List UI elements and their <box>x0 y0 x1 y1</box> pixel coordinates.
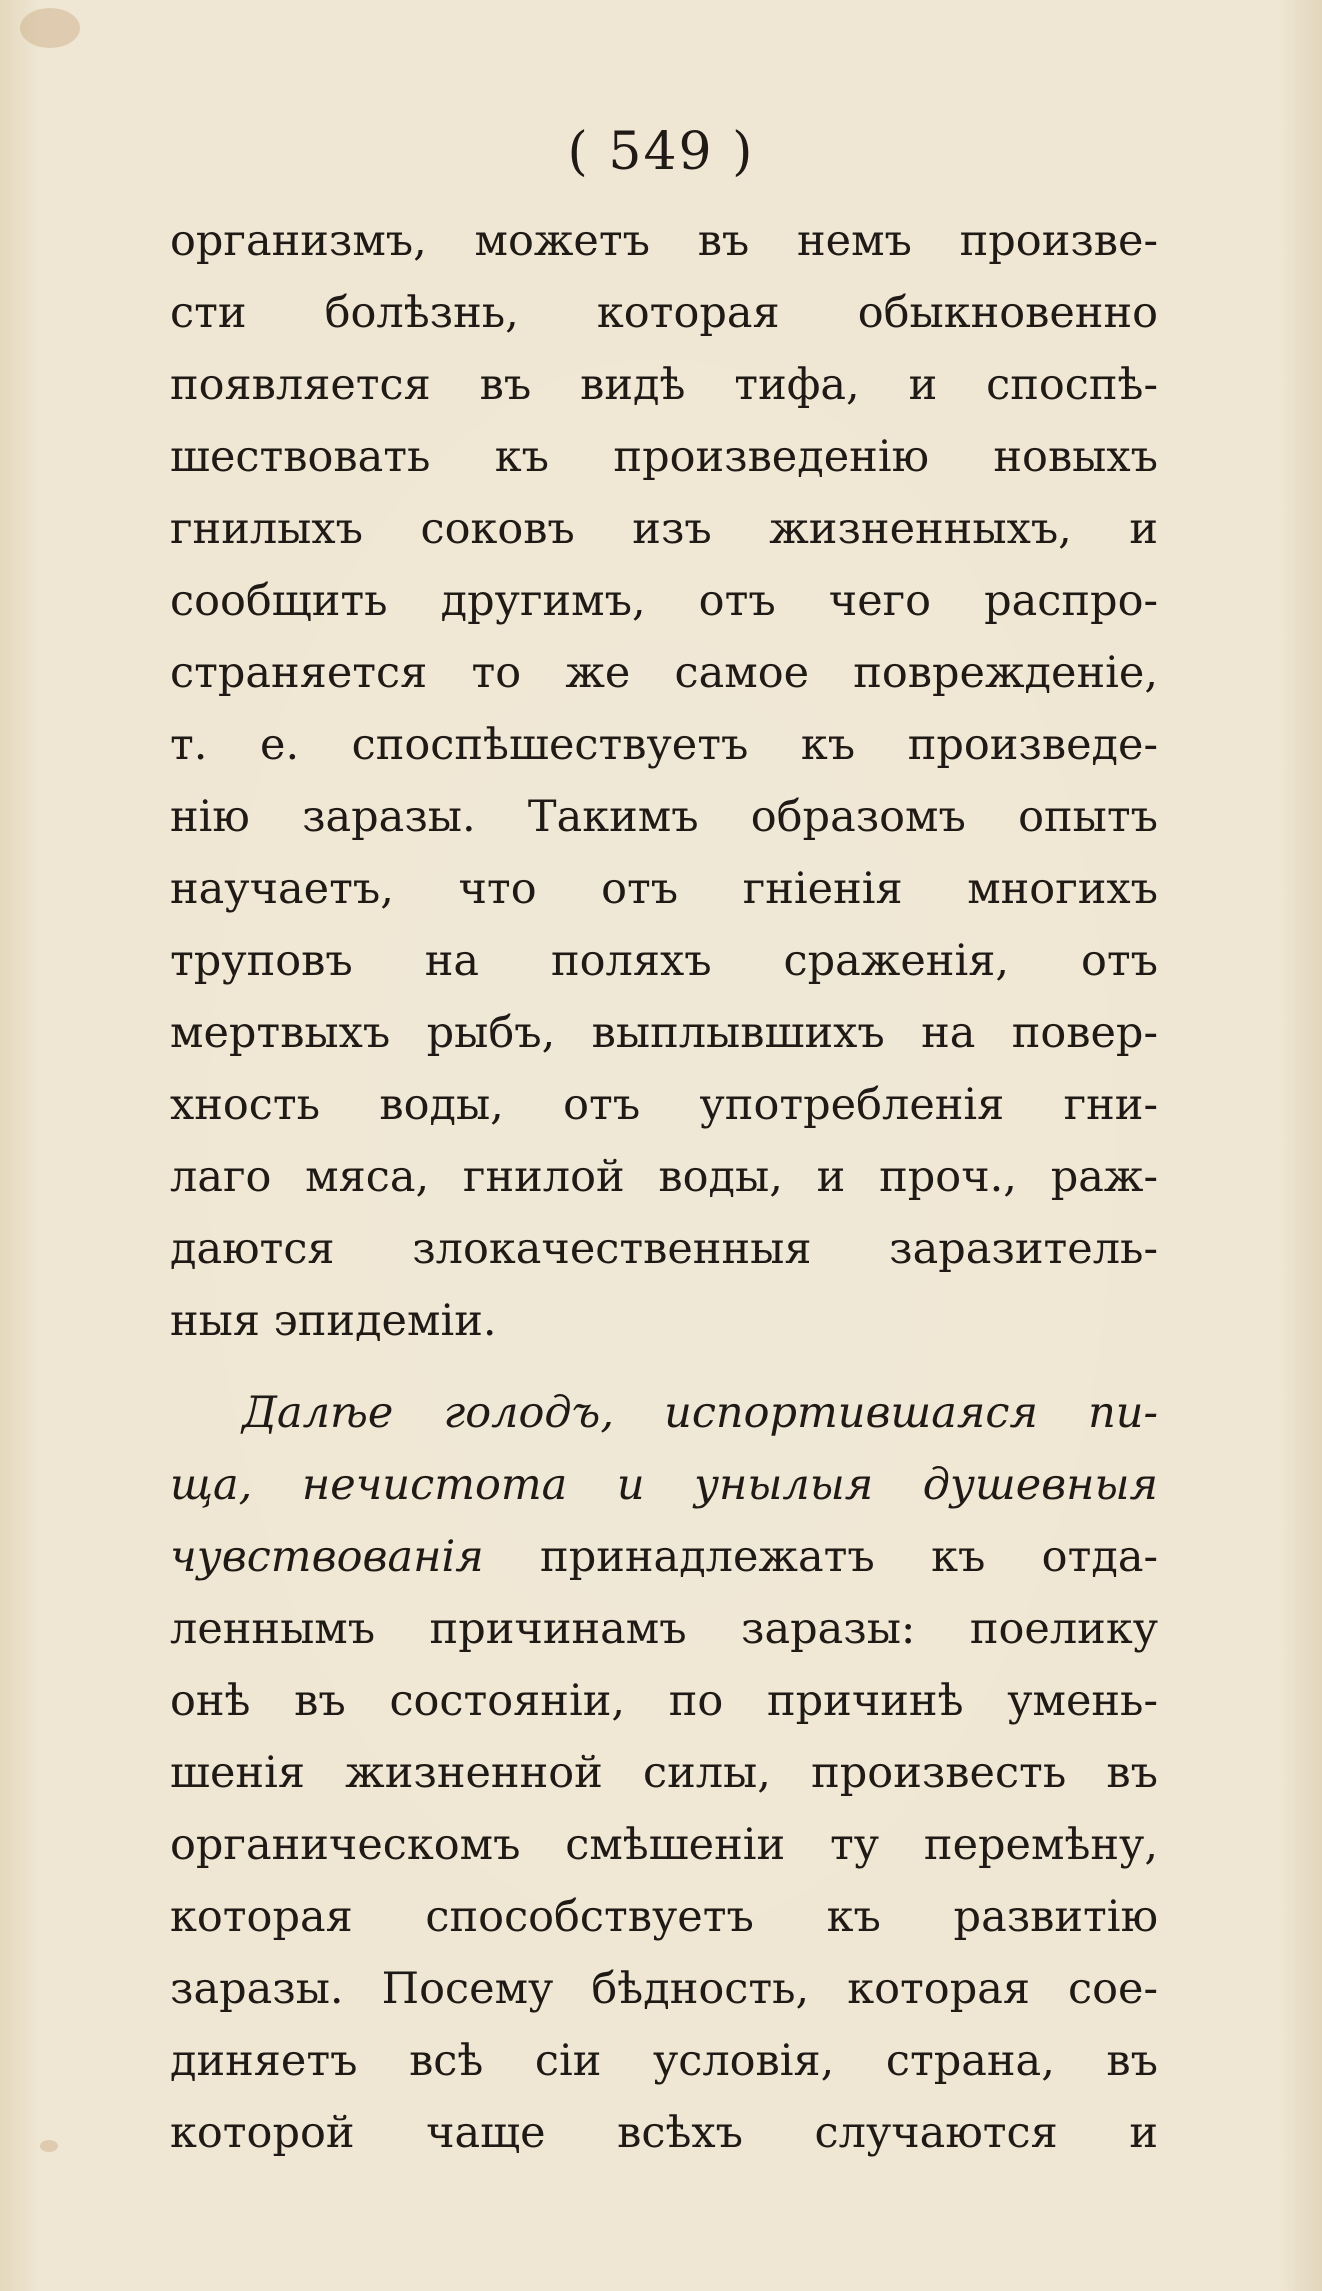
text-line: сти болѣзнь, которая обыкновенно <box>170 288 1158 338</box>
body-text <box>170 205 1158 2169</box>
paper-stain <box>20 8 80 48</box>
paper-stain <box>40 2140 58 2152</box>
text-line: органическомъ смѣшенiи ту перемѣну, <box>170 1820 1158 1870</box>
text-line: онѣ въ состоянiи, по причинѣ умень- <box>170 1676 1158 1726</box>
text-line: заразы. Посему бѣдность, которая сое- <box>170 1964 1158 2014</box>
text-line: даются злокачественныя заразитель- <box>170 1224 1158 1274</box>
text-line: диняетъ всѣ сiи условiя, страна, въ <box>170 2036 1158 2086</box>
paragraph-gap <box>170 1357 1158 1377</box>
text-line: хность воды, отъ употребленiя гни- <box>170 1080 1158 1130</box>
italic-text-line: ща, нечистота и унылыя душевныя <box>170 1460 1158 1510</box>
text-phrase: принадлежатъ къ отда- <box>540 1532 1158 1582</box>
text-line: леннымъ причинамъ заразы: поелику <box>170 1604 1158 1654</box>
text-line: шенiя жизненной силы, произвесть въ <box>170 1748 1158 1798</box>
text-line: сообщить другимъ, отъ чего распро- <box>170 576 1158 626</box>
text-line: мертвыхъ рыбъ, выплывшихъ на повер- <box>170 1008 1158 1058</box>
text-line: нiю заразы. Такимъ образомъ опытъ <box>170 792 1158 842</box>
text-line: труповъ на поляхъ сраженiя, отъ <box>170 936 1158 986</box>
text-line: шествовать къ произведенiю новыхъ <box>170 432 1158 482</box>
text-line: организмъ, можетъ въ немъ произве- <box>170 216 1158 266</box>
italic-text-line: Далѣе голодъ, испортившаяся пи- <box>242 1388 1158 1438</box>
text-line: гнилыхъ соковъ изъ жизненныхъ, и <box>170 504 1158 554</box>
italic-phrase: чувствованiя <box>170 1532 484 1582</box>
text-line: научаетъ, что отъ гнiенiя многихъ <box>170 864 1158 914</box>
mixed-text-line <box>170 1521 1158 1593</box>
text-line: ныя эпидемiи. <box>170 1296 497 1346</box>
page-number: ( 549 ) <box>567 122 755 182</box>
text-line: лаго мяса, гнилой воды, и проч., раж- <box>170 1152 1158 1202</box>
text-line: которой чаще всѣхъ случаются и <box>170 2108 1158 2158</box>
text-line: появляется въ видѣ тифа, и споспѣ- <box>170 360 1158 410</box>
text-line: которая способствуетъ къ развитiю <box>170 1892 1158 1942</box>
text-line: т. е. споспѣшествуетъ къ произведе- <box>170 720 1158 770</box>
text-line: страняется то же самое поврежденiе, <box>170 648 1158 698</box>
